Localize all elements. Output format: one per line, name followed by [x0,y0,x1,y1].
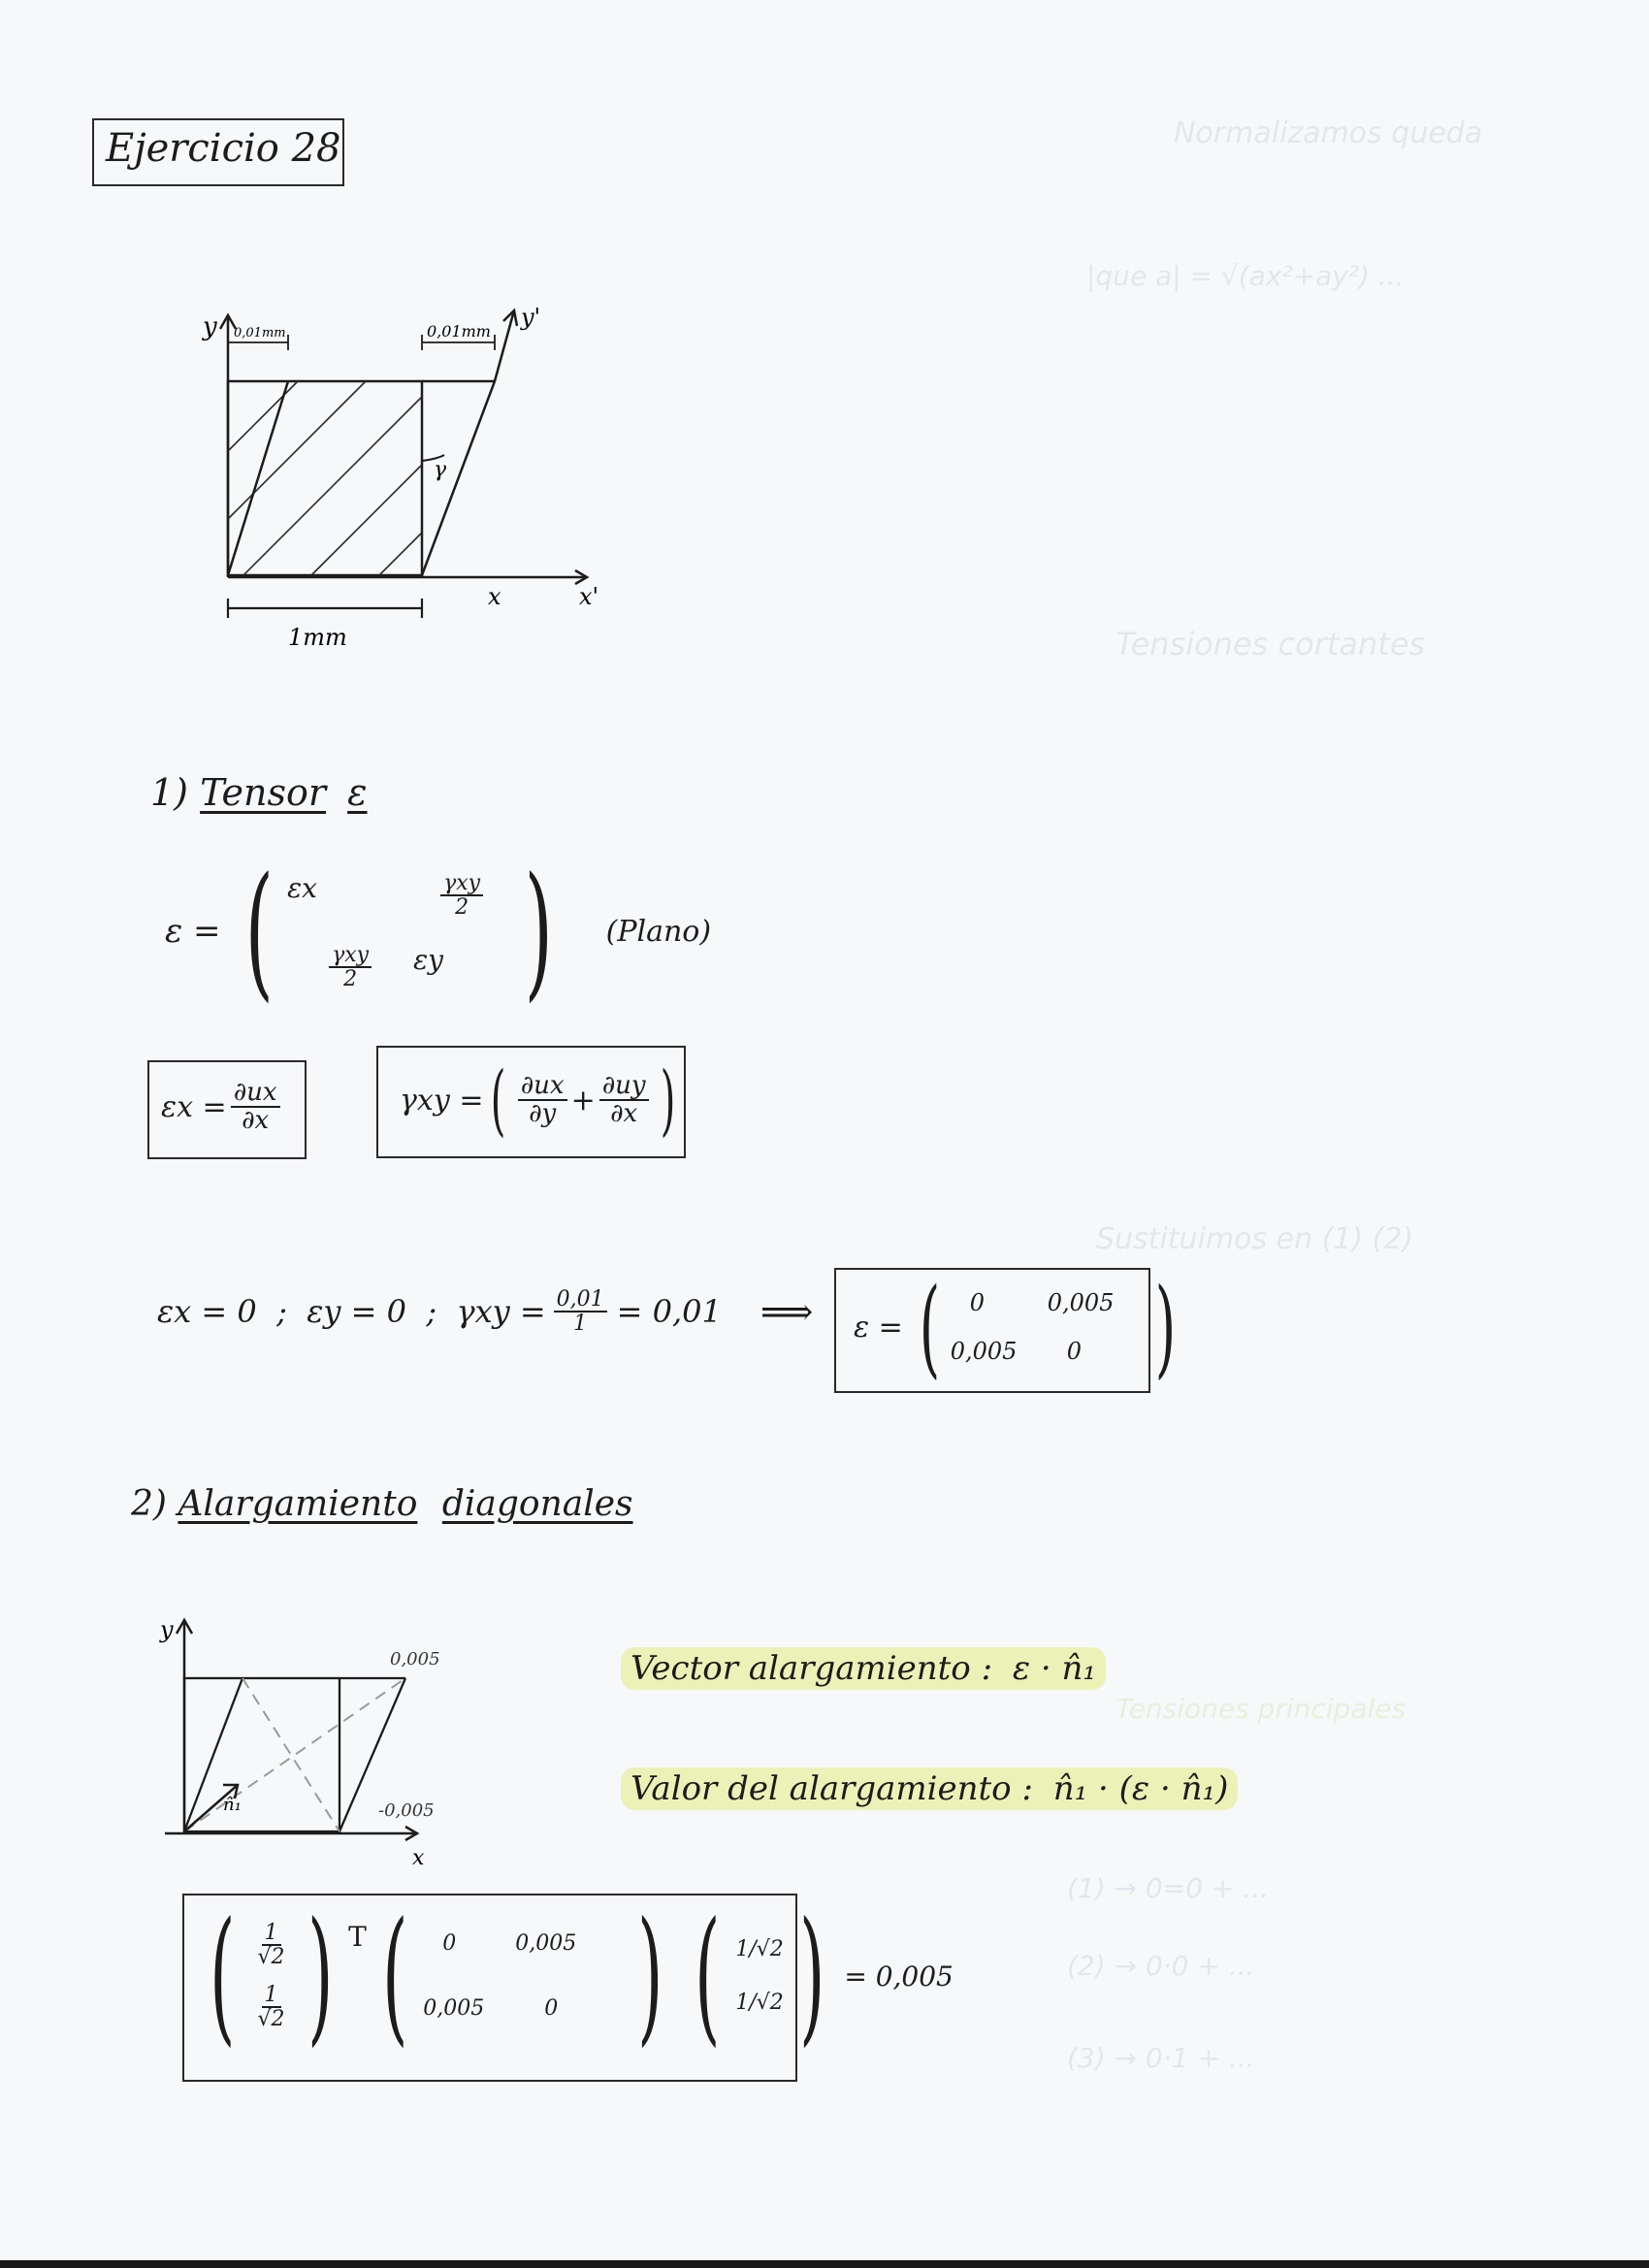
bleed-text-8: (3) → 0·1 + ... [1067,2042,1255,2074]
tensor-m21-num: γxy [329,944,372,968]
vector-alargamiento [621,1647,1106,1690]
bleed-text-3: Tensiones cortantes [1116,626,1426,663]
fig2-x-label: x [412,1846,425,1870]
bleed-text-4: Sustituimos en (1) (2) [1096,1222,1414,1256]
box2-num2: ∂uy [599,1073,649,1101]
calc-v1-den-b: √2 [257,2007,285,2032]
tensor-m22: εy [413,944,443,976]
formula-box-epsilon-x [147,1060,307,1159]
calc-m12: 0,005 [515,1931,577,1956]
values-line-b: = 0,01 [616,1293,722,1331]
box2-den2: ∂x [610,1099,638,1128]
formula-box-gamma-xy: γxy = ( $\frac{\partial ux}{\partial y}$ + $\frac{\partial uy}{\partial x}$ ) [376,1046,686,1158]
fig2-y-label: y [160,1616,174,1643]
bleed-text-6: (1) → 0=0 + ... [1067,1872,1269,1904]
fig2-n-label: n̂₁ [223,1795,242,1815]
section2-title-word1: Alargamiento [178,1484,418,1524]
tensor-definition: ε = ( εx $\frac{\text{γxy}}{2}$ $\frac{\text{γxy}}{2}$ εy ) (Plano) [165,847,712,1016]
plane-note: (Plano) [605,914,712,949]
fig1-bottom-dim: 1mm [288,624,347,651]
calc-result: = 0,005 [844,1960,954,1993]
calc-v1-num-a: 1 [262,1922,281,1946]
fig1-x-label: x [488,583,501,610]
bleed-text-5: Tensiones principales [1116,1693,1406,1725]
vector-expr: ε · n̂₁ [1012,1649,1097,1688]
fig2-top-label: 0,005 [390,1649,440,1669]
box2-lhs: γxy = [400,1083,484,1118]
scan-bottom-edge [0,2260,1649,2268]
fig1-gamma: γ [434,458,447,482]
result-r12: 0,005 [1047,1289,1115,1316]
box1-den: ∂x [242,1106,270,1136]
figure-shear [199,296,626,664]
result-r11: 0 [969,1289,985,1316]
values-frac-den: 1 [573,1312,588,1337]
strain-values-line [157,1288,813,1335]
result-r22: 0 [1066,1338,1082,1365]
fig2-side-label: -0,005 [378,1800,435,1821]
bleed-text-7: (2) → 0·0 + ... [1067,1950,1255,1982]
title-box [92,118,344,186]
bleed-text-1: Normalizamos queda [1174,116,1483,150]
fig1-top-right-dim: 0,01mm [427,322,491,340]
section1-heading [150,771,368,814]
box2-plus: + [570,1083,596,1118]
result-r21: 0,005 [950,1338,1018,1365]
figure-diagonals [146,1601,495,1872]
valor-label: Valor del alargamiento : [630,1769,1033,1808]
fig2-square [184,1678,340,1831]
calc-m21: 0,005 [423,1996,485,2021]
box1-num: ∂ux [231,1080,280,1108]
fig1-y-label: y [203,312,217,341]
vector-label: Vector alargamiento : [630,1649,993,1688]
values-line-a: εx = 0 ; εy = 0 ; γxy = [157,1293,546,1331]
valor-expr: n̂₁ · (ε · n̂₁) [1052,1769,1229,1808]
calc-m11: 0 [442,1931,457,1956]
tensor-m11: εx [287,871,317,904]
calculation-box: ( $\frac{1}{√2}$ $\frac{1}{√2}$ ) T ( 0 0,005 0,005 0 ) ( 1/√2 1/√2 ) = 0,005 [182,1894,797,2082]
valor-alargamiento [621,1767,1238,1810]
box2-num1: ∂ux [518,1073,567,1101]
fig1-left-shear [228,381,288,575]
section2-number: 2) [131,1484,167,1524]
values-frac-num: 0,01 [554,1288,607,1312]
implies-arrow: ⟹ [760,1290,814,1334]
tensor-m12-den: 2 [455,894,469,920]
section2-title-word2: diagonales [441,1484,633,1524]
tensor-lhs: ε = [165,912,221,951]
calc-v1-den-a: √2 [257,1944,285,1969]
section1-symbol: ε [347,771,368,814]
tensor-m12-num: γxy [440,872,483,896]
fig1-yprime-label: y' [521,304,541,331]
fig1-xprime-label: x' [579,583,599,610]
calc-v2-a: 1/√2 [735,1937,784,1961]
result-tensor-box: ε = ( 0 0,005 0,005 0 ) [834,1268,1150,1393]
box1-lhs: εx = [161,1089,227,1124]
calc-v2-b: 1/√2 [735,1991,784,2015]
section1-number: 1) [150,771,189,814]
calc-v1-num-b: 1 [262,1984,281,2008]
fig1-top-left-dim: 0,01mm [234,326,286,340]
page-title: Ejercicio 28 [106,126,341,171]
calc-transpose: T [348,1921,367,1953]
tensor-m21-den: 2 [343,967,358,992]
fig2-diagonal-2 [242,1678,340,1831]
section2-heading [131,1484,633,1524]
bleed-text-2: |que a| = √(ax²+ay²) ... [1086,260,1405,292]
section1-title: Tensor [200,771,327,814]
box2-den1: ∂y [529,1099,557,1128]
calc-m22: 0 [544,1996,559,2021]
result-lhs: ε = [854,1310,903,1345]
